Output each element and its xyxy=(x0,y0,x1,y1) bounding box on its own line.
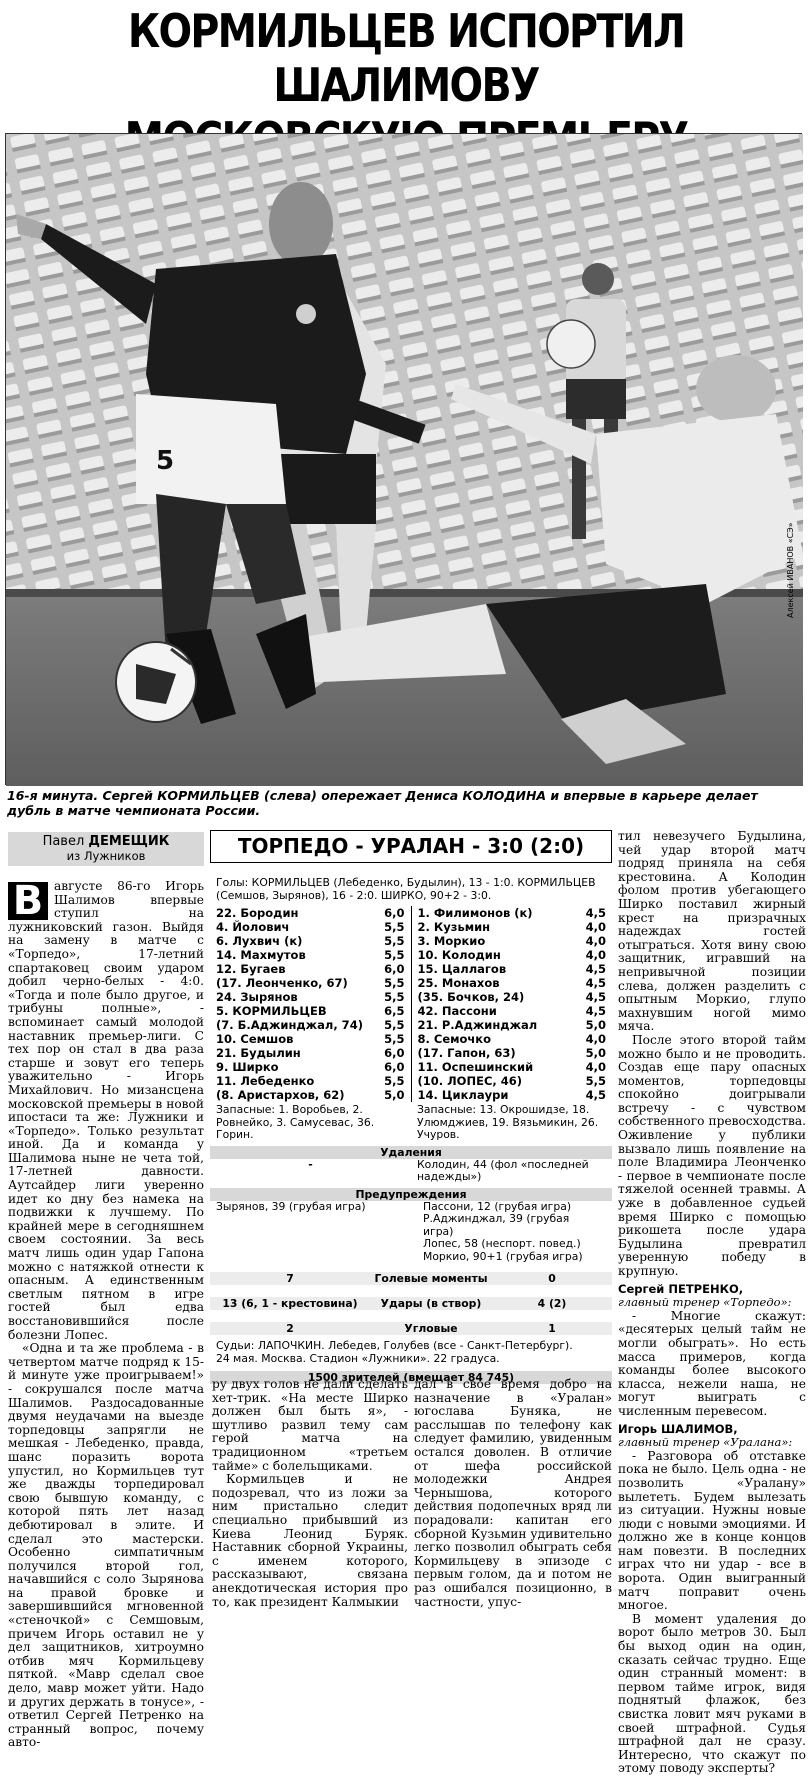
player-name: 11. Оспешинский xyxy=(417,1060,534,1074)
lineup-row xyxy=(216,962,405,976)
lineups xyxy=(210,906,612,1102)
player-name: 24. Зырянов xyxy=(216,990,298,1004)
lineup-row xyxy=(216,976,405,990)
home-warnings: Зырянов, 39 (грубая игра) xyxy=(216,1199,366,1213)
lineup-row xyxy=(418,948,607,962)
photo-credit: Алексей ИВАНОВ «СЭ» xyxy=(786,522,795,618)
goals-line: Голы: КОРМИЛЬЦЕВ (Лебеденко, Будылин), 13 - 1:0. КОРМИЛЬЦЕВ (Семшов, Зырянов), 16 - 2:0. ШИРКО, 90+2 - 3:0. xyxy=(216,876,596,902)
article-paragraph: Кормильцев и не подозревал, что из ложи за ним пристально следит специально прибывший из Киева Леонид Буряк. Наставник сборной Украины, с именем которого, рассказывают, связана анекдотическая история про то, как президент Калмыкии xyxy=(212,1472,408,1609)
headline-line-1: КОРМИЛЬЦЕВ ИСПОРТИЛ ШАЛИМОВУ xyxy=(127,4,685,112)
dismissals-label: Удаления xyxy=(210,1146,612,1159)
football-ball xyxy=(116,642,196,722)
second-ball xyxy=(547,320,595,368)
lineup-row xyxy=(418,1074,607,1088)
dismissals xyxy=(210,1159,612,1184)
player-name: 2. Кузьмин xyxy=(417,920,491,934)
stat-row xyxy=(210,1322,612,1335)
player-rating: 4,0 xyxy=(585,1060,606,1074)
lineup-row xyxy=(216,948,405,962)
stat-label: Угловые xyxy=(404,1322,458,1335)
lineup-row xyxy=(418,1088,607,1102)
stat-row xyxy=(210,1297,612,1310)
quote-2-text: - Разговора об отставке пока не было. Цель одна - не позволить «Уралану» вылететь. Будем вылезать из ситуации. Нужны новые люди с новыми эмоциями. И должно же в конце концов нам повезти. В последних играх что ни удар - все в ворота. Один выигранный матч поправит очень многое. xyxy=(618,1448,806,1613)
player-name: (17. Гапон, 63) xyxy=(417,1046,516,1060)
quote-1-name: Сергей ПЕТРЕНКО, xyxy=(618,1281,744,1296)
player-name: 3. Моркио xyxy=(417,934,486,948)
lineup-row xyxy=(216,1074,405,1088)
lineup-row xyxy=(418,976,607,990)
player-name: 10. Семшов xyxy=(216,1032,294,1046)
player-rating: 4,5 xyxy=(585,976,606,990)
player-rating: 5,0 xyxy=(384,1088,405,1102)
player-rating: 5,5 xyxy=(384,976,405,990)
author-first-name: Павел xyxy=(42,834,89,849)
player-rating: 5,5 xyxy=(384,948,405,962)
player-rating: 5,5 xyxy=(384,920,405,934)
lineup-row xyxy=(418,1032,607,1046)
quote-2-name: Игорь ШАЛИМОВ, xyxy=(618,1421,738,1436)
player-name: 14. Махмутов xyxy=(216,948,306,962)
stat-label: Удары (в створ) xyxy=(380,1297,482,1310)
drop-cap: В xyxy=(8,882,48,920)
attendance: 1500 зрителей (вмещает 84 745) xyxy=(210,1371,612,1384)
article-paragraph: августе 86-го Игорь Шалимов впервые ступил на лужниковский газон. Выйдя на замену в матче с «Торпедо», 17-летний спартаковец своим ударом добил черно-белых - 4:0. «Тогда и поле было другое, и трибуны полные», - вспоминает самый молодой наставник премьер-лиги. С тех пор он стал в два раза старше и зовут его теперь уважительно - Игорь Михайлович. Но мизансцена московской премьеры в новой ипостаси та же: Лужники и «Торпедо». Только результат иной. Да и команда у Шалимова ныне не чета той, 17-летней давности. Аутсайдер лиги уверенно идет ко дну без намека на подвижки к лучшему. По крайней мере в сегодняшнем своем состоянии. За весь матч лишь один удар Гапона можно с натяжкой отнести к опасным. А единственным светлым пятном в игре гостей был едва восстановившийся после болезни Лопес. xyxy=(8,879,204,1342)
player-name: 4. Йолович xyxy=(216,920,290,934)
lineup-row xyxy=(216,1046,405,1060)
player-name: 6. Лухвич (к) xyxy=(216,934,303,948)
stat-label: Голевые моменты xyxy=(374,1272,488,1285)
player-rating: 4,5 xyxy=(585,962,606,976)
player-rating: 4,5 xyxy=(585,906,606,920)
stat-away: 1 xyxy=(548,1322,556,1335)
player-rating: 4,0 xyxy=(585,948,606,962)
player-name: (7. Б.Аджинджал, 74) xyxy=(216,1018,363,1032)
referees: Судьи: ЛАПОЧКИН. Лебедев, Голубев (все - Санкт-Петербург). xyxy=(216,1339,573,1352)
player-rating: 5,5 xyxy=(384,934,405,948)
home-lineup xyxy=(210,906,411,1102)
player-name: 1. Филимонов (к) xyxy=(417,906,533,920)
lineup-row xyxy=(418,1004,607,1018)
player-name: 12. Бугаев xyxy=(216,962,286,976)
lineup-row xyxy=(216,920,405,934)
player-name: (8. Аристархов, 62) xyxy=(216,1088,345,1102)
player-rating: 4,0 xyxy=(585,934,606,948)
player-name: 22. Бородин xyxy=(216,906,299,920)
away-dismissals: Колодин, 44 (фол «последней надежды») xyxy=(417,1157,589,1183)
article-column-4 xyxy=(618,829,806,1776)
stat-home: 13 (6, 1 - крестовина) xyxy=(222,1297,358,1310)
lineup-row xyxy=(216,1004,405,1018)
away-warnings xyxy=(411,1201,612,1264)
warning-item: Пассони, 12 (грубая игра) xyxy=(423,1199,572,1213)
warning-item: Р.Аджинджал, 39 (грубая игра) xyxy=(423,1212,570,1238)
warning-item: Лопес, 58 (неспорт. повед.) xyxy=(423,1237,581,1250)
player-name: (35. Бочков, 24) xyxy=(417,990,525,1004)
warnings-label: Предупреждения xyxy=(210,1188,612,1201)
player-name: 21. Будылин xyxy=(216,1046,301,1060)
player-rating: 6,5 xyxy=(384,1004,405,1018)
away-lineup xyxy=(411,906,613,1102)
shirt-number: 5 xyxy=(156,446,175,476)
stat-home: 2 xyxy=(286,1322,294,1335)
player-name: 15. Цаллагов xyxy=(417,962,507,976)
player-name: 14. Циклаури xyxy=(417,1088,509,1102)
player-name: 11. Лебеденко xyxy=(216,1074,315,1088)
match-report-box xyxy=(210,830,612,1384)
quote-2-role: главный тренер «Уралана»: xyxy=(618,1435,793,1450)
quote-2-text: В момент удаления до ворот было метров 30. Был бы выход один на один, сказать сейчас трудно. Еще один странный момент: в первом тайме игрок, видя поднятый флажок, без свистка ловит мяч руками в своей штрафной. Судья штрафной дал не сразу. Интересно, что скажут по этому поводу эксперты? xyxy=(618,1611,806,1776)
article-paragraph: тил невезучего Будылина, чей удар второй матч подряд приняла на себя крестовина. А Колодин фолом против убегающего Ширко поставил жирный крест на призрачных надеждах гостей отыграться. Хотя вину свою защитник, игравший на непривычной позиции слева, должен разделить с опытным Моркио, глупо махнувшим ногой мимо мяча. xyxy=(618,829,806,1034)
player-name: 10. Колодин xyxy=(417,948,501,962)
lineup-row xyxy=(216,1018,405,1032)
lineup-row xyxy=(216,906,405,920)
player-name: 8. Семочко xyxy=(417,1032,492,1046)
player-name: (17. Леонченко, 67) xyxy=(216,976,348,990)
article-paragraph: дал в свое время добро на назначение в «Уралан» югослава Буняка, не расслышав по телефону как следует фамилию, увиденным остался доволен. В отличие от шефа российской молодежки Андрея Чернышова, которого действия подопечных вряд ли порадовали: капитан его сборной Кузьмин удивительно легко позволил обыграть себя Кормильцеву в эпизоде с первым голом, да и потом не раз ошибался позиционно, в частности, упус- xyxy=(414,1377,612,1609)
away-substitutes: Запасные: 13. Окрошидзе, 18. Улюмджиев, 19. Вязьмикин, 26. Учуров. xyxy=(417,1103,599,1141)
warnings xyxy=(210,1201,612,1264)
article-paragraph: После этого второй тайм можно было и не проводить. Создав еще пару опасных моментов, торпедовцы спокойно доигрывали встречу - с чувством собственного превосходства. Оживление у публики вызвало лишь появление на поле Владимира Леонченко - первое в чемпионате после тяжелой осенней травмы. А уже в добавленное судьей время Ширко с помощью рикошета после удара Будылина превратил уверенную победу в крупную. xyxy=(618,1032,806,1278)
article-column-1 xyxy=(8,878,204,1750)
substitutes xyxy=(210,1104,612,1142)
player-name: 25. Монахов xyxy=(417,976,500,990)
player-rating: 5,5 xyxy=(384,1032,405,1046)
article-column-3 xyxy=(414,1377,612,1609)
player-rating: 4,5 xyxy=(585,990,606,1004)
quote-1-role: главный тренер «Торпедо»: xyxy=(618,1295,792,1310)
lineup-row xyxy=(418,1046,607,1060)
player-rating: 5,5 xyxy=(384,990,405,1004)
match-title: ТОРПЕДО - УРАЛАН - 3:0 (2:0) xyxy=(210,830,612,863)
home-dismissals: - xyxy=(308,1157,313,1171)
player-name: 42. Пассони xyxy=(417,1004,497,1018)
stat-away: 4 (2) xyxy=(537,1297,567,1310)
match-photo xyxy=(5,133,802,785)
article-paragraph: «Одна и та же проблема - в четвертом матче подряд к 15-й минуте уже проигрываем!» - сокрушался после матча Шалимов. Раздосадованные двумя неудачами на выезде торпедовцы запрягли не мешкая - Лебеденко, правда, шанс поразить ворота упустил, но Кормильцев тут же дважды торпедировал свою бывшую команду, с которой пять лет назад дебютировал в элите. И сделал это мастерски. Особенно симпатичным получился второй гол, начавшийся с соло Зырянова на правой бровке и завершившийся мгновенной «стеночкой» с Семшовым, причем Игорь оставил не у дел защитников, хитроумно отбив мяч Кормильцеву пяткой. «Мавр сделал свое дело, мавр может уйти. Надо и других держать в тонусе», - ответил Сергей Петренко на странный вопрос, почему авто- xyxy=(8,1341,204,1750)
player-name: 21. Р.Аджинджал xyxy=(417,1018,538,1032)
lineup-row xyxy=(418,962,607,976)
lineup-row xyxy=(418,1018,607,1032)
lineup-row xyxy=(216,934,405,948)
lineup-row xyxy=(418,906,607,920)
warning-item: Моркио, 90+1 (грубая игра) xyxy=(423,1249,583,1263)
player-rating: 6,0 xyxy=(384,962,405,976)
lineup-row xyxy=(216,990,405,1004)
author-block xyxy=(8,832,204,866)
lineup-row xyxy=(418,1060,607,1074)
lineup-row xyxy=(418,934,607,948)
player-rating: 6,0 xyxy=(384,1046,405,1060)
lineup-row xyxy=(418,920,607,934)
stat-away: 0 xyxy=(548,1272,556,1285)
player-rating: 5,5 xyxy=(384,1018,405,1032)
author-location: из Лужников xyxy=(66,849,146,863)
player-rating: 5,5 xyxy=(384,1074,405,1088)
quote-1-text: - Многие скажут: «десятерых целый тайм не могли обыграть». Но есть масса примеров, когда команды более высокого класса, нежели наша, не могут выиграть с численным перевесом. xyxy=(618,1308,806,1418)
lineup-row xyxy=(418,990,607,1004)
referees-info xyxy=(210,1340,612,1365)
player-rating: 6,0 xyxy=(384,906,405,920)
photo-caption: 16-я минута. Сергей КОРМИЛЬЦЕВ (слева) опережает Дениса КОЛОДИНА и впервые в карьере делает дубль в матче чемпионата России. xyxy=(7,788,758,818)
date-venue: 24 мая. Москва. Стадион «Лужники». 22 градуса. xyxy=(216,1351,500,1365)
player-rating: 4,5 xyxy=(585,1088,606,1102)
article-column-2 xyxy=(212,1377,408,1609)
player-name: 5. КОРМИЛЬЦЕВ xyxy=(216,1004,327,1018)
player-rating: 4,0 xyxy=(585,1032,606,1046)
player-rating: 4,5 xyxy=(585,1004,606,1018)
lineup-row xyxy=(216,1060,405,1074)
player-rating: 5,5 xyxy=(585,1074,606,1088)
football-photo-illustration xyxy=(6,134,803,786)
home-substitutes: Запасные: 1. Воробьев, 2. Ровнейко, 3. Самусевас, 36. Горин. xyxy=(216,1103,375,1141)
article-paragraph: ру двух голов не дали сделать хет-трик. «На месте Ширко должен был быть я», - шутливо развил тему сам герой матча на традиционном «третьем тайме» с болельщиками. xyxy=(212,1377,408,1473)
player-rating: 4,0 xyxy=(585,920,606,934)
player-name: (10. ЛОПЕС, 46) xyxy=(417,1074,523,1088)
lineup-row xyxy=(216,1032,405,1046)
stat-row xyxy=(210,1272,612,1285)
player-rating: 5,0 xyxy=(585,1018,606,1032)
stat-home: 7 xyxy=(286,1272,294,1285)
author-surname: ДЕМЕЩИК xyxy=(88,834,170,849)
player-name: 9. Ширко xyxy=(216,1060,279,1074)
author-name-line xyxy=(8,834,204,849)
player-rating: 6,0 xyxy=(384,1060,405,1074)
lineup-row xyxy=(216,1088,405,1102)
player-rating: 5,0 xyxy=(585,1046,606,1060)
